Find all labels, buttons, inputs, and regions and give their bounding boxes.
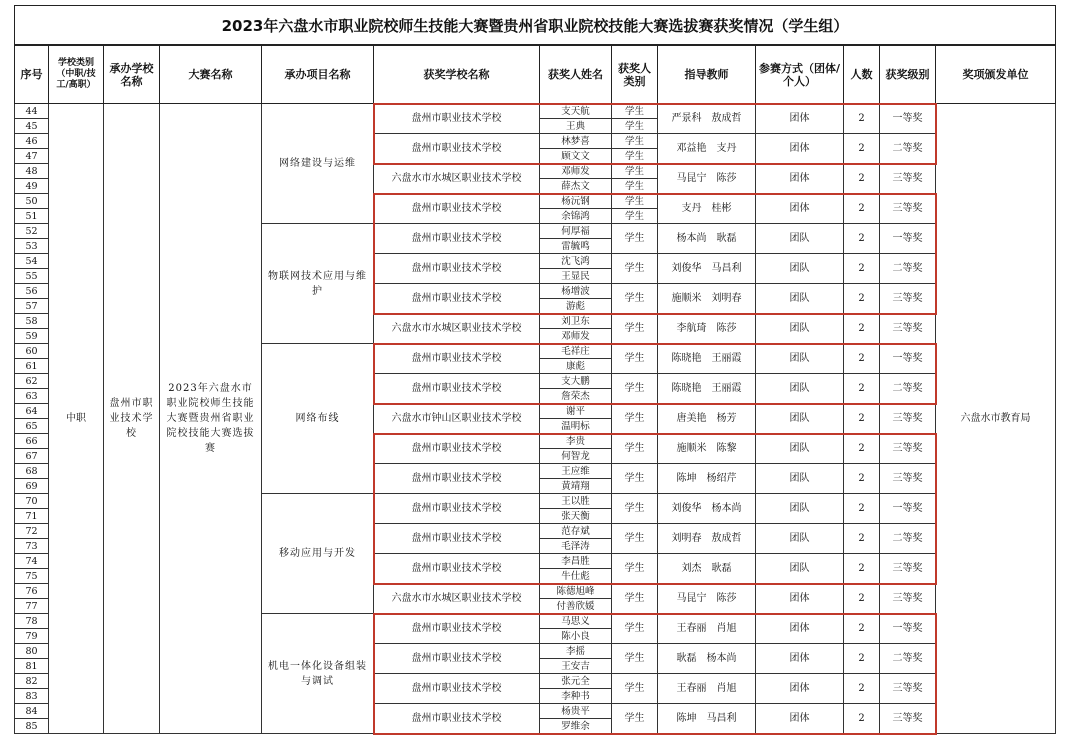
seq-cell: 56 <box>15 284 49 299</box>
teacher-cell: 陈晓艳 王丽霞 <box>658 344 756 374</box>
winner-type-cell: 学生 <box>612 344 658 374</box>
award-school-cell: 六盘水市钟山区职业技术学校 <box>374 404 540 434</box>
header-winner-type: 获奖人类别 <box>612 46 658 104</box>
level-cell: 三等奖 <box>880 314 936 344</box>
count-cell: 2 <box>844 644 880 674</box>
teacher-cell: 陈坤 杨绍芹 <box>658 464 756 494</box>
award-school-cell: 盘州市职业技术学校 <box>374 344 540 374</box>
level-cell: 三等奖 <box>880 434 936 464</box>
award-school-cell: 盘州市职业技术学校 <box>374 674 540 704</box>
header-teacher: 指导教师 <box>658 46 756 104</box>
seq-cell: 58 <box>15 314 49 329</box>
winner-name-cell: 毛泽涛 <box>540 539 612 554</box>
seq-cell: 62 <box>15 374 49 389</box>
sheet-title: 2023年六盘水市职业院校师生技能大赛暨贵州省职业院校技能大赛选拔赛获奖情况（学生组） <box>14 5 1056 45</box>
seq-cell: 75 <box>15 569 49 584</box>
count-cell: 2 <box>844 254 880 284</box>
mode-cell: 团队 <box>756 524 844 554</box>
winner-name-cell: 黄靖翔 <box>540 479 612 494</box>
mode-cell: 团队 <box>756 314 844 344</box>
award-school-cell: 盘州市职业技术学校 <box>374 434 540 464</box>
award-school-cell: 盘州市职业技术学校 <box>374 614 540 644</box>
winner-name-cell: 王显民 <box>540 269 612 284</box>
project-cell: 机电一体化设备组装与调试 <box>262 614 374 734</box>
header-count: 人数 <box>844 46 880 104</box>
seq-cell: 66 <box>15 434 49 449</box>
award-school-cell: 盘州市职业技术学校 <box>374 254 540 284</box>
level-cell: 二等奖 <box>880 374 936 404</box>
award-table <box>14 45 1056 734</box>
winner-type-cell: 学生 <box>612 209 658 224</box>
teacher-cell: 王春丽 肖旭 <box>658 674 756 704</box>
seq-cell: 84 <box>15 704 49 719</box>
winner-name-cell: 何智龙 <box>540 449 612 464</box>
winner-name-cell: 林梦喜 <box>540 134 612 149</box>
teacher-cell: 马昆宁 陈莎 <box>658 584 756 614</box>
mode-cell: 团队 <box>756 254 844 284</box>
project-cell: 网络布线 <box>262 344 374 494</box>
seq-cell: 80 <box>15 644 49 659</box>
winner-name-cell: 刘卫东 <box>540 314 612 329</box>
seq-cell: 45 <box>15 119 49 134</box>
seq-cell: 73 <box>15 539 49 554</box>
teacher-cell: 施顺米 刘明春 <box>658 284 756 314</box>
count-cell: 2 <box>844 134 880 164</box>
mode-cell: 团队 <box>756 464 844 494</box>
winner-type-cell: 学生 <box>612 674 658 704</box>
mode-cell: 团体 <box>756 164 844 194</box>
seq-cell: 70 <box>15 494 49 509</box>
mode-cell: 团队 <box>756 224 844 254</box>
count-cell: 2 <box>844 494 880 524</box>
mode-cell: 团队 <box>756 284 844 314</box>
issuer-cell: 六盘水市教育局 <box>936 104 1056 734</box>
level-cell: 三等奖 <box>880 404 936 434</box>
header-winner-name: 获奖人姓名 <box>540 46 612 104</box>
teacher-cell: 刘杰 耿磊 <box>658 554 756 584</box>
winner-name-cell: 支大鹏 <box>540 374 612 389</box>
winner-name-cell: 范存斌 <box>540 524 612 539</box>
winner-name-cell: 李昌胜 <box>540 554 612 569</box>
mode-cell: 团体 <box>756 104 844 134</box>
seq-cell: 61 <box>15 359 49 374</box>
seq-cell: 81 <box>15 659 49 674</box>
level-cell: 一等奖 <box>880 494 936 524</box>
count-cell: 2 <box>844 434 880 464</box>
winner-name-cell: 雷毓鸣 <box>540 239 612 254</box>
mode-cell: 团队 <box>756 494 844 524</box>
contest-name-cell: 2023年六盘水市职业院校师生技能大赛暨贵州省职业院校技能大赛选拔赛 <box>160 104 262 734</box>
seq-cell: 46 <box>15 134 49 149</box>
winner-type-cell: 学生 <box>612 524 658 554</box>
header-issuer: 奖项颁发单位 <box>936 46 1056 104</box>
winner-name-cell: 马思义 <box>540 614 612 629</box>
level-cell: 三等奖 <box>880 284 936 314</box>
header-project: 承办项目名称 <box>262 46 374 104</box>
winner-name-cell: 王安吉 <box>540 659 612 674</box>
winner-type-cell: 学生 <box>612 704 658 734</box>
seq-cell: 67 <box>15 449 49 464</box>
winner-name-cell: 毛祥庄 <box>540 344 612 359</box>
award-sheet <box>14 5 1056 732</box>
count-cell: 2 <box>844 404 880 434</box>
level-cell: 三等奖 <box>880 194 936 224</box>
teacher-cell: 马昆宁 陈莎 <box>658 164 756 194</box>
level-cell: 一等奖 <box>880 344 936 374</box>
count-cell: 2 <box>844 314 880 344</box>
seq-cell: 69 <box>15 479 49 494</box>
winner-name-cell: 游彪 <box>540 299 612 314</box>
mode-cell: 团队 <box>756 404 844 434</box>
header-school-type: 学校类别（中职/技工/高职） <box>49 46 104 104</box>
winner-name-cell: 王应维 <box>540 464 612 479</box>
winner-name-cell: 邓师发 <box>540 164 612 179</box>
header-level: 获奖级别 <box>880 46 936 104</box>
winner-type-cell: 学生 <box>612 149 658 164</box>
seq-cell: 51 <box>15 209 49 224</box>
winner-type-cell: 学生 <box>612 374 658 404</box>
header-host-school: 承办学校名称 <box>104 46 160 104</box>
count-cell: 2 <box>844 704 880 734</box>
award-school-cell: 六盘水市水城区职业技术学校 <box>374 584 540 614</box>
header-seq: 序号 <box>15 46 49 104</box>
level-cell: 三等奖 <box>880 464 936 494</box>
level-cell: 二等奖 <box>880 254 936 284</box>
seq-cell: 50 <box>15 194 49 209</box>
winner-type-cell: 学生 <box>612 224 658 254</box>
seq-cell: 44 <box>15 104 49 119</box>
winner-name-cell: 支天航 <box>540 104 612 119</box>
winner-name-cell: 谢平 <box>540 404 612 419</box>
count-cell: 2 <box>844 524 880 554</box>
seq-cell: 57 <box>15 299 49 314</box>
seq-cell: 53 <box>15 239 49 254</box>
winner-name-cell: 温明标 <box>540 419 612 434</box>
count-cell: 2 <box>844 284 880 314</box>
mode-cell: 团队 <box>756 434 844 464</box>
winner-type-cell: 学生 <box>612 164 658 179</box>
teacher-cell: 刘俊华 杨本尚 <box>658 494 756 524</box>
teacher-cell: 刘明春 敖成哲 <box>658 524 756 554</box>
seq-cell: 83 <box>15 689 49 704</box>
project-cell: 移动应用与开发 <box>262 494 374 614</box>
teacher-cell: 耿磊 杨本尚 <box>658 644 756 674</box>
count-cell: 2 <box>844 374 880 404</box>
teacher-cell: 支丹 桂彬 <box>658 194 756 224</box>
header-contest-name: 大赛名称 <box>160 46 262 104</box>
seq-cell: 82 <box>15 674 49 689</box>
winner-type-cell: 学生 <box>612 134 658 149</box>
mode-cell: 团体 <box>756 674 844 704</box>
award-school-cell: 盘州市职业技术学校 <box>374 464 540 494</box>
winner-name-cell: 付善欣媛 <box>540 599 612 614</box>
winner-name-cell: 张天衡 <box>540 509 612 524</box>
winner-type-cell: 学生 <box>612 404 658 434</box>
winner-name-cell: 沈飞鸿 <box>540 254 612 269</box>
level-cell: 三等奖 <box>880 554 936 584</box>
mode-cell: 团队 <box>756 344 844 374</box>
seq-cell: 71 <box>15 509 49 524</box>
winner-type-cell: 学生 <box>612 644 658 674</box>
award-school-cell: 盘州市职业技术学校 <box>374 224 540 254</box>
count-cell: 2 <box>844 224 880 254</box>
header-mode: 参赛方式（团体/个人） <box>756 46 844 104</box>
seq-cell: 63 <box>15 389 49 404</box>
winner-name-cell: 王以胜 <box>540 494 612 509</box>
mode-cell: 团队 <box>756 374 844 404</box>
winner-name-cell: 陈小良 <box>540 629 612 644</box>
winner-type-cell: 学生 <box>612 194 658 209</box>
level-cell: 三等奖 <box>880 584 936 614</box>
winner-type-cell: 学生 <box>612 254 658 284</box>
count-cell: 2 <box>844 674 880 704</box>
award-school-cell: 盘州市职业技术学校 <box>374 374 540 404</box>
teacher-cell: 唐美艳 杨芳 <box>658 404 756 434</box>
award-school-cell: 盘州市职业技术学校 <box>374 134 540 164</box>
teacher-cell: 邓益艳 支丹 <box>658 134 756 164</box>
seq-cell: 74 <box>15 554 49 569</box>
count-cell: 2 <box>844 344 880 374</box>
level-cell: 二等奖 <box>880 644 936 674</box>
winner-type-cell: 学生 <box>612 464 658 494</box>
award-school-cell: 盘州市职业技术学校 <box>374 644 540 674</box>
teacher-cell: 王春丽 肖旭 <box>658 614 756 644</box>
winner-type-cell: 学生 <box>612 494 658 524</box>
seq-cell: 59 <box>15 329 49 344</box>
count-cell: 2 <box>844 464 880 494</box>
seq-cell: 77 <box>15 599 49 614</box>
teacher-cell: 杨本尚 耿磊 <box>658 224 756 254</box>
seq-cell: 49 <box>15 179 49 194</box>
winner-name-cell: 张元全 <box>540 674 612 689</box>
award-school-cell: 六盘水市水城区职业技术学校 <box>374 314 540 344</box>
winner-name-cell: 余锦鸿 <box>540 209 612 224</box>
mode-cell: 团队 <box>756 554 844 584</box>
winner-type-cell: 学生 <box>612 584 658 614</box>
winner-name-cell: 李贵 <box>540 434 612 449</box>
seq-cell: 78 <box>15 614 49 629</box>
teacher-cell: 严景科 敖成哲 <box>658 104 756 134</box>
winner-name-cell: 康彪 <box>540 359 612 374</box>
seq-cell: 54 <box>15 254 49 269</box>
mode-cell: 团体 <box>756 704 844 734</box>
project-cell: 物联网技术应用与维护 <box>262 224 374 344</box>
school-type-cell: 中职 <box>49 104 104 734</box>
winner-name-cell: 薛杰文 <box>540 179 612 194</box>
header-row <box>15 46 1056 104</box>
count-cell: 2 <box>844 554 880 584</box>
level-cell: 一等奖 <box>880 614 936 644</box>
seq-cell: 68 <box>15 464 49 479</box>
winner-name-cell: 何厚福 <box>540 224 612 239</box>
host-school-cell: 盘州市职业技术学校 <box>104 104 160 734</box>
winner-name-cell: 罗维余 <box>540 719 612 734</box>
winner-type-cell: 学生 <box>612 284 658 314</box>
table-row <box>15 104 1056 119</box>
level-cell: 二等奖 <box>880 524 936 554</box>
count-cell: 2 <box>844 194 880 224</box>
award-school-cell: 盘州市职业技术学校 <box>374 284 540 314</box>
seq-cell: 47 <box>15 149 49 164</box>
level-cell: 三等奖 <box>880 704 936 734</box>
count-cell: 2 <box>844 614 880 644</box>
winner-name-cell: 顾文文 <box>540 149 612 164</box>
seq-cell: 65 <box>15 419 49 434</box>
level-cell: 二等奖 <box>880 134 936 164</box>
seq-cell: 76 <box>15 584 49 599</box>
teacher-cell: 施顺米 陈黎 <box>658 434 756 464</box>
seq-cell: 60 <box>15 344 49 359</box>
teacher-cell: 陈坤 马昌利 <box>658 704 756 734</box>
award-school-cell: 盘州市职业技术学校 <box>374 524 540 554</box>
winner-type-cell: 学生 <box>612 314 658 344</box>
header-award-school: 获奖学校名称 <box>374 46 540 104</box>
winner-name-cell: 杨增波 <box>540 284 612 299</box>
count-cell: 2 <box>844 104 880 134</box>
winner-type-cell: 学生 <box>612 179 658 194</box>
mode-cell: 团体 <box>756 644 844 674</box>
seq-cell: 52 <box>15 224 49 239</box>
winner-name-cell: 杨沅钢 <box>540 194 612 209</box>
seq-cell: 72 <box>15 524 49 539</box>
mode-cell: 团体 <box>756 614 844 644</box>
teacher-cell: 李航琦 陈莎 <box>658 314 756 344</box>
mode-cell: 团体 <box>756 194 844 224</box>
project-cell: 网络建设与运维 <box>262 104 374 224</box>
seq-cell: 48 <box>15 164 49 179</box>
mode-cell: 团体 <box>756 134 844 164</box>
winner-type-cell: 学生 <box>612 119 658 134</box>
level-cell: 一等奖 <box>880 224 936 254</box>
winner-name-cell: 陈德旭峰 <box>540 584 612 599</box>
teacher-cell: 刘俊华 马昌利 <box>658 254 756 284</box>
level-cell: 一等奖 <box>880 104 936 134</box>
winner-type-cell: 学生 <box>612 554 658 584</box>
seq-cell: 64 <box>15 404 49 419</box>
award-school-cell: 盘州市职业技术学校 <box>374 704 540 734</box>
level-cell: 三等奖 <box>880 164 936 194</box>
count-cell: 2 <box>844 164 880 194</box>
award-school-cell: 盘州市职业技术学校 <box>374 494 540 524</box>
winner-name-cell: 李种书 <box>540 689 612 704</box>
winner-name-cell: 李摇 <box>540 644 612 659</box>
winner-name-cell: 邓师发 <box>540 329 612 344</box>
award-school-cell: 六盘水市水城区职业技术学校 <box>374 164 540 194</box>
winner-name-cell: 王典 <box>540 119 612 134</box>
count-cell: 2 <box>844 584 880 614</box>
seq-cell: 85 <box>15 719 49 734</box>
winner-name-cell: 杨贵平 <box>540 704 612 719</box>
winner-type-cell: 学生 <box>612 434 658 464</box>
award-school-cell: 盘州市职业技术学校 <box>374 104 540 134</box>
award-school-cell: 盘州市职业技术学校 <box>374 194 540 224</box>
winner-type-cell: 学生 <box>612 104 658 119</box>
teacher-cell: 陈晓艳 王丽霞 <box>658 374 756 404</box>
award-school-cell: 盘州市职业技术学校 <box>374 554 540 584</box>
seq-cell: 79 <box>15 629 49 644</box>
winner-name-cell: 詹荣杰 <box>540 389 612 404</box>
winner-name-cell: 牛仕彪 <box>540 569 612 584</box>
level-cell: 三等奖 <box>880 674 936 704</box>
seq-cell: 55 <box>15 269 49 284</box>
mode-cell: 团体 <box>756 584 844 614</box>
winner-type-cell: 学生 <box>612 614 658 644</box>
